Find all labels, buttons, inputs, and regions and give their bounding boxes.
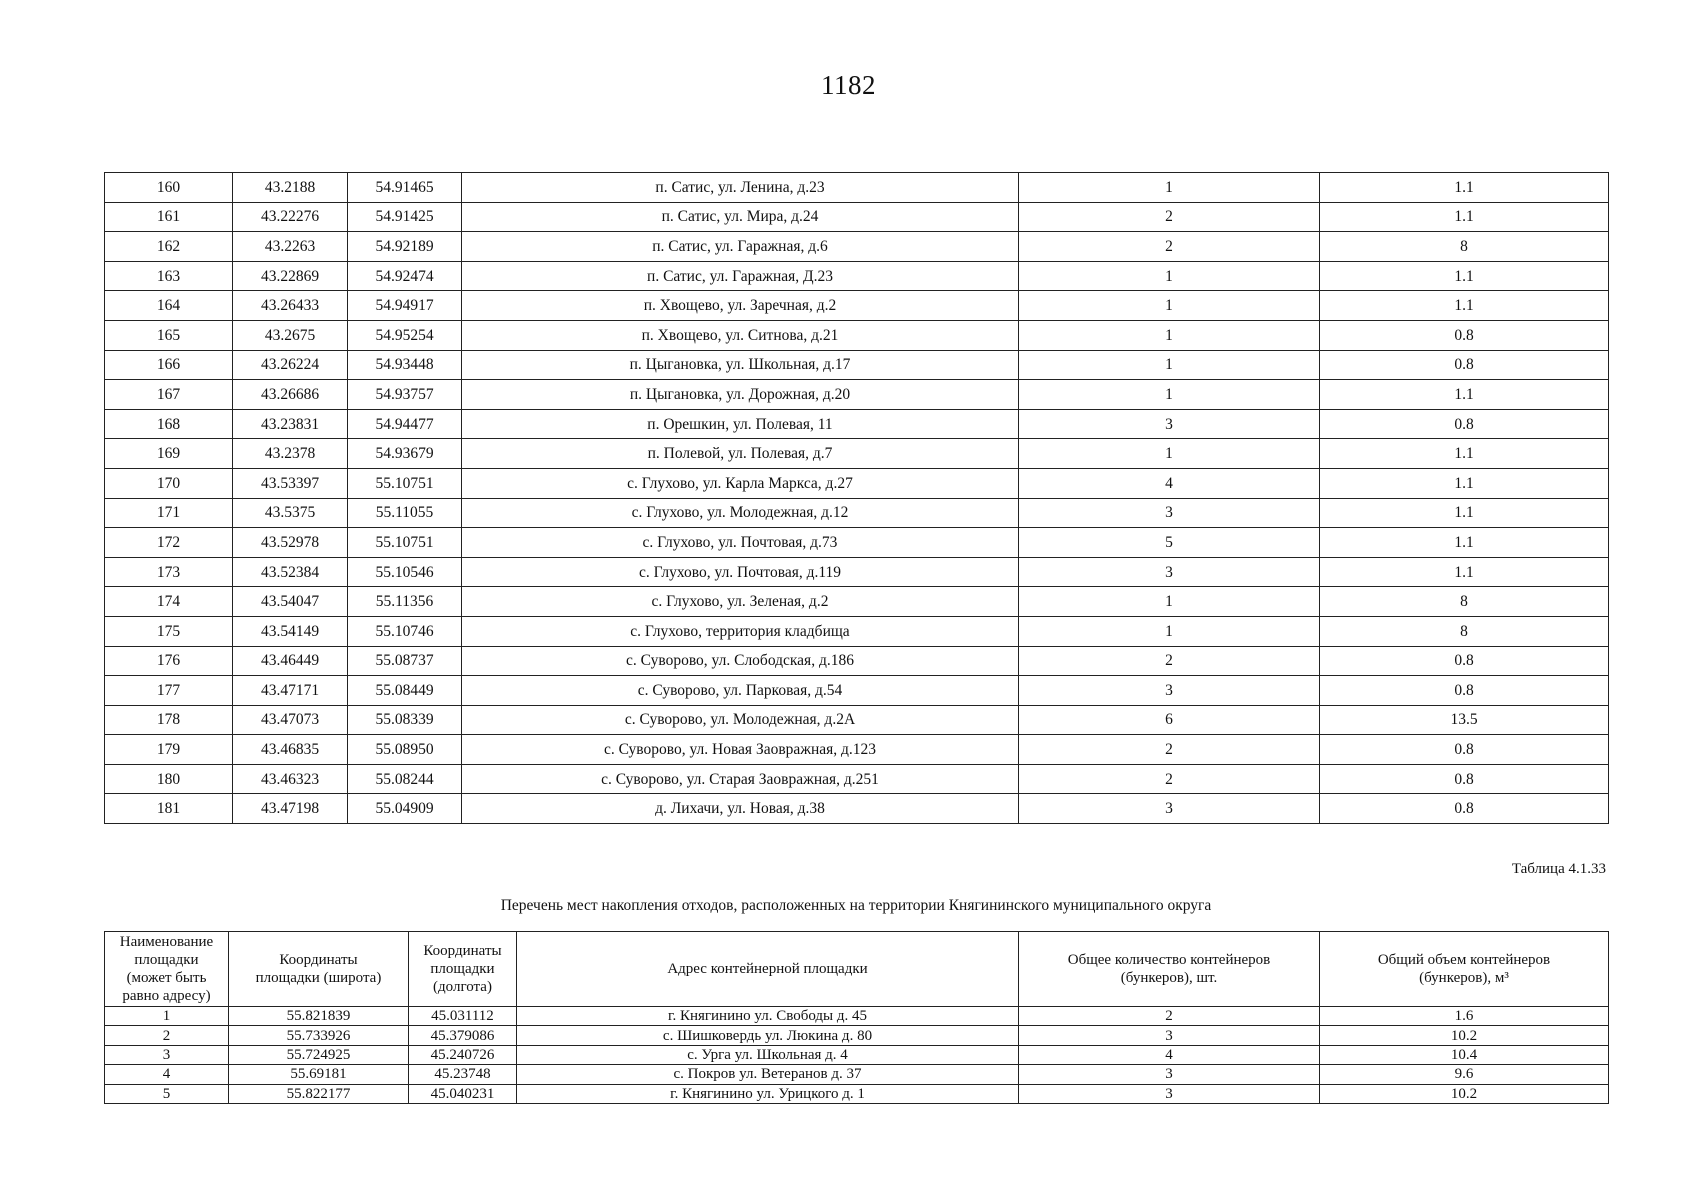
row-number-cell: 181: [105, 794, 233, 824]
address-cell: п. Полевой, ул. Полевая, д.7: [462, 439, 1019, 469]
container-volume-cell: 1.1: [1320, 528, 1609, 558]
longitude-cell: 43.5375: [233, 498, 348, 528]
table-row: [105, 1084, 1609, 1103]
header-line: Наименование: [119, 934, 214, 950]
container-count-cell: 3: [1019, 498, 1320, 528]
row-number-cell: 174: [105, 587, 233, 617]
latitude-cell: 55.10751: [348, 468, 462, 498]
latitude-cell: 54.92474: [348, 261, 462, 291]
container-count-cell: 4: [1019, 468, 1320, 498]
header-line: равно адресу): [122, 988, 211, 1004]
latitude-cell: 55.08950: [348, 735, 462, 765]
container-volume-cell: 0.8: [1320, 350, 1609, 380]
row-number-cell: 3: [105, 1045, 229, 1064]
latitude-cell: 55.10751: [348, 528, 462, 558]
table-row: [105, 291, 1609, 321]
latitude-cell: 54.95254: [348, 320, 462, 350]
latitude-cell: 55.08737: [348, 646, 462, 676]
bottom-table: [104, 931, 1609, 1104]
header-line: площадки: [134, 952, 199, 968]
container-count-cell: 1: [1019, 587, 1320, 617]
address-cell: с. Суворово, ул. Новая Заовражная, д.123: [462, 735, 1019, 765]
latitude-cell: 54.93679: [348, 439, 462, 469]
address-cell: п. Сатис, ул. Гаражная, д.6: [462, 232, 1019, 262]
table-row: [105, 232, 1609, 262]
column-header: [517, 932, 1019, 1007]
longitude-cell: 43.26686: [233, 380, 348, 410]
address-cell: п. Сатис, ул. Гаражная, Д.23: [462, 261, 1019, 291]
container-volume-cell: 1.1: [1320, 557, 1609, 587]
address-cell: с. Суворово, ул. Молодежная, д.2А: [462, 705, 1019, 735]
latitude-cell: 55.10746: [348, 616, 462, 646]
container-count-cell: 2: [1019, 646, 1320, 676]
latitude-cell: 55.11356: [348, 587, 462, 617]
longitude-cell: 43.46449: [233, 646, 348, 676]
container-count-cell: 5: [1019, 528, 1320, 558]
latitude-cell: 54.92189: [348, 232, 462, 262]
table-row: [105, 528, 1609, 558]
container-count-cell: 1: [1019, 320, 1320, 350]
table-row: [105, 468, 1609, 498]
address-cell: п. Цыгановка, ул. Школьная, д.17: [462, 350, 1019, 380]
latitude-cell: 54.94917: [348, 291, 462, 321]
container-volume-cell: 1.1: [1320, 498, 1609, 528]
address-cell: с. Глухово, ул. Зеленая, д.2: [462, 587, 1019, 617]
latitude-cell: 55.10546: [348, 557, 462, 587]
longitude-cell: 43.26433: [233, 291, 348, 321]
container-count-cell: 2: [1019, 202, 1320, 232]
container-volume-cell: 8: [1320, 232, 1609, 262]
table-title: Перечень мест накопления отходов, расположенных на территории Княгининского муниципального округа: [500, 897, 1212, 914]
container-volume-cell: 10.2: [1320, 1026, 1609, 1045]
table-row: [105, 261, 1609, 291]
table-row: [105, 1045, 1609, 1064]
container-volume-cell: 1.1: [1320, 173, 1609, 203]
container-volume-cell: 0.8: [1320, 646, 1609, 676]
row-number-cell: 160: [105, 173, 233, 203]
header-line: площадки: [430, 961, 495, 977]
container-count-cell: 3: [1019, 794, 1320, 824]
address-cell: г. Княгинино ул. Свободы д. 45: [517, 1007, 1019, 1026]
row-number-cell: 178: [105, 705, 233, 735]
longitude-cell: 43.53397: [233, 468, 348, 498]
table-row: [105, 1007, 1609, 1026]
container-volume-cell: 8: [1320, 616, 1609, 646]
table-row: [105, 1065, 1609, 1084]
container-count-cell: 3: [1019, 1084, 1320, 1103]
address-cell: с. Суворово, ул. Старая Заовражная, д.251: [462, 764, 1019, 794]
column-header: [1019, 932, 1320, 1007]
container-count-cell: 1: [1019, 261, 1320, 291]
row-number-cell: 165: [105, 320, 233, 350]
container-volume-cell: 10.2: [1320, 1084, 1609, 1103]
address-cell: с. Шишковердь ул. Люкина д. 80: [517, 1026, 1019, 1045]
row-number-cell: 172: [105, 528, 233, 558]
header-line: (может быть: [126, 970, 207, 986]
row-number-cell: 170: [105, 468, 233, 498]
longitude-cell: 55.733926: [229, 1026, 409, 1045]
container-volume-cell: 10.4: [1320, 1045, 1609, 1064]
table-row: [105, 409, 1609, 439]
row-number-cell: 173: [105, 557, 233, 587]
address-cell: с. Урга ул. Школьная д. 4: [517, 1045, 1019, 1064]
row-number-cell: 168: [105, 409, 233, 439]
address-cell: с. Суворово, ул. Слободская, д.186: [462, 646, 1019, 676]
longitude-cell: 43.46323: [233, 764, 348, 794]
address-cell: с. Глухово, территория кладбища: [462, 616, 1019, 646]
longitude-cell: 43.23831: [233, 409, 348, 439]
row-number-cell: 175: [105, 616, 233, 646]
container-volume-cell: 1.1: [1320, 291, 1609, 321]
container-count-cell: 3: [1019, 676, 1320, 706]
row-number-cell: 171: [105, 498, 233, 528]
header-line: (бункеров), м³: [1419, 970, 1509, 986]
container-count-cell: 2: [1019, 232, 1320, 262]
container-volume-cell: 0.8: [1320, 794, 1609, 824]
table-row: [105, 202, 1609, 232]
latitude-cell: 54.93448: [348, 350, 462, 380]
container-count-cell: 1: [1019, 439, 1320, 469]
latitude-cell: 54.91465: [348, 173, 462, 203]
address-cell: с. Покров ул. Ветеранов д. 37: [517, 1065, 1019, 1084]
container-count-cell: 2: [1019, 735, 1320, 765]
container-volume-cell: 1.1: [1320, 202, 1609, 232]
address-cell: с. Глухово, ул. Карла Маркса, д.27: [462, 468, 1019, 498]
address-cell: с. Глухово, ул. Почтовая, д.73: [462, 528, 1019, 558]
column-header: [409, 932, 517, 1007]
latitude-cell: 55.08339: [348, 705, 462, 735]
row-number-cell: 5: [105, 1084, 229, 1103]
table-row: [105, 380, 1609, 410]
longitude-cell: 43.46835: [233, 735, 348, 765]
container-volume-cell: 0.8: [1320, 676, 1609, 706]
address-cell: п. Орешкин, ул. Полевая, 11: [462, 409, 1019, 439]
address-cell: п. Сатис, ул. Мира, д.24: [462, 202, 1019, 232]
longitude-cell: 43.2378: [233, 439, 348, 469]
table-row: [105, 498, 1609, 528]
address-cell: п. Хвощево, ул. Заречная, д.2: [462, 291, 1019, 321]
latitude-cell: 45.379086: [409, 1026, 517, 1045]
container-volume-cell: 8: [1320, 587, 1609, 617]
longitude-cell: 43.47171: [233, 676, 348, 706]
container-count-cell: 3: [1019, 1065, 1320, 1084]
container-count-cell: 4: [1019, 1045, 1320, 1064]
header-line: Координаты: [423, 943, 502, 959]
row-number-cell: 162: [105, 232, 233, 262]
container-count-cell: 3: [1019, 557, 1320, 587]
container-volume-cell: 1.1: [1320, 439, 1609, 469]
longitude-cell: 55.724925: [229, 1045, 409, 1064]
container-volume-cell: 0.8: [1320, 409, 1609, 439]
row-number-cell: 180: [105, 764, 233, 794]
header-line: площадки (широта): [255, 970, 382, 986]
table-row: [105, 350, 1609, 380]
longitude-cell: 55.821839: [229, 1007, 409, 1026]
container-count-cell: 2: [1019, 764, 1320, 794]
row-number-cell: 161: [105, 202, 233, 232]
table-row: [105, 557, 1609, 587]
row-number-cell: 169: [105, 439, 233, 469]
address-cell: п. Сатис, ул. Ленина, д.23: [462, 173, 1019, 203]
container-volume-cell: 1.1: [1320, 468, 1609, 498]
container-count-cell: 1: [1019, 380, 1320, 410]
table-row: [105, 320, 1609, 350]
longitude-cell: 43.26224: [233, 350, 348, 380]
address-cell: п. Цыгановка, ул. Дорожная, д.20: [462, 380, 1019, 410]
container-count-cell: 3: [1019, 409, 1320, 439]
column-header: [229, 932, 409, 1007]
latitude-cell: 54.91425: [348, 202, 462, 232]
longitude-cell: 43.2263: [233, 232, 348, 262]
column-header: [105, 932, 229, 1007]
latitude-cell: 55.08449: [348, 676, 462, 706]
table-row: [105, 439, 1609, 469]
row-number-cell: 177: [105, 676, 233, 706]
longitude-cell: 43.22276: [233, 202, 348, 232]
row-number-cell: 2: [105, 1026, 229, 1045]
container-count-cell: 1: [1019, 291, 1320, 321]
container-volume-cell: 1.1: [1320, 380, 1609, 410]
container-volume-cell: 13.5: [1320, 705, 1609, 735]
row-number-cell: 179: [105, 735, 233, 765]
table-row: [105, 1026, 1609, 1045]
table-row: [105, 646, 1609, 676]
address-cell: с. Глухово, ул. Почтовая, д.119: [462, 557, 1019, 587]
row-number-cell: 1: [105, 1007, 229, 1026]
row-number-cell: 167: [105, 380, 233, 410]
row-number-cell: 164: [105, 291, 233, 321]
container-count-cell: 1: [1019, 350, 1320, 380]
container-volume-cell: 9.6: [1320, 1065, 1609, 1084]
table-row: [105, 705, 1609, 735]
longitude-cell: 43.22869: [233, 261, 348, 291]
address-cell: п. Хвощево, ул. Ситнова, д.21: [462, 320, 1019, 350]
header-line: Координаты: [279, 952, 358, 968]
container-volume-cell: 0.8: [1320, 320, 1609, 350]
table-row: [105, 173, 1609, 203]
row-number-cell: 176: [105, 646, 233, 676]
table-caption: Таблица 4.1.33: [1511, 861, 1606, 877]
row-number-cell: 4: [105, 1065, 229, 1084]
header-line: (бункеров), шт.: [1120, 970, 1218, 986]
longitude-cell: 43.2188: [233, 173, 348, 203]
container-volume-cell: 0.8: [1320, 735, 1609, 765]
top-table: [104, 172, 1609, 824]
latitude-cell: 54.94477: [348, 409, 462, 439]
longitude-cell: 43.54047: [233, 587, 348, 617]
longitude-cell: 43.47198: [233, 794, 348, 824]
address-cell: г. Княгинино ул. Урицкого д. 1: [517, 1084, 1019, 1103]
container-count-cell: 1: [1019, 616, 1320, 646]
row-number-cell: 166: [105, 350, 233, 380]
header-row: [105, 932, 1609, 1007]
column-header: [1320, 932, 1609, 1007]
latitude-cell: 45.031112: [409, 1007, 517, 1026]
table-row: [105, 587, 1609, 617]
table-row: [105, 794, 1609, 824]
header-line: (долгота): [433, 979, 492, 995]
latitude-cell: 45.240726: [409, 1045, 517, 1064]
address-cell: д. Лихачи, ул. Новая, д.38: [462, 794, 1019, 824]
longitude-cell: 43.47073: [233, 705, 348, 735]
container-volume-cell: 0.8: [1320, 764, 1609, 794]
longitude-cell: 43.52384: [233, 557, 348, 587]
header-line: Адрес контейнерной площадки: [667, 961, 868, 977]
table-row: [105, 616, 1609, 646]
container-volume-cell: 1.1: [1320, 261, 1609, 291]
latitude-cell: 55.04909: [348, 794, 462, 824]
table-row: [105, 676, 1609, 706]
page-number: 1182: [821, 70, 876, 100]
container-count-cell: 2: [1019, 1007, 1320, 1026]
latitude-cell: 55.11055: [348, 498, 462, 528]
container-count-cell: 6: [1019, 705, 1320, 735]
latitude-cell: 54.93757: [348, 380, 462, 410]
container-count-cell: 1: [1019, 173, 1320, 203]
longitude-cell: 55.69181: [229, 1065, 409, 1084]
longitude-cell: 43.2675: [233, 320, 348, 350]
address-cell: с. Суворово, ул. Парковая, д.54: [462, 676, 1019, 706]
latitude-cell: 45.23748: [409, 1065, 517, 1084]
longitude-cell: 43.52978: [233, 528, 348, 558]
latitude-cell: 55.08244: [348, 764, 462, 794]
header-line: Общее количество контейнеров: [1067, 952, 1271, 968]
container-count-cell: 3: [1019, 1026, 1320, 1045]
longitude-cell: 55.822177: [229, 1084, 409, 1103]
latitude-cell: 45.040231: [409, 1084, 517, 1103]
header-line: Общий объем контейнеров: [1377, 952, 1551, 968]
row-number-cell: 163: [105, 261, 233, 291]
longitude-cell: 43.54149: [233, 616, 348, 646]
address-cell: с. Глухово, ул. Молодежная, д.12: [462, 498, 1019, 528]
container-volume-cell: 1.6: [1320, 1007, 1609, 1026]
table-row: [105, 764, 1609, 794]
table-row: [105, 735, 1609, 765]
